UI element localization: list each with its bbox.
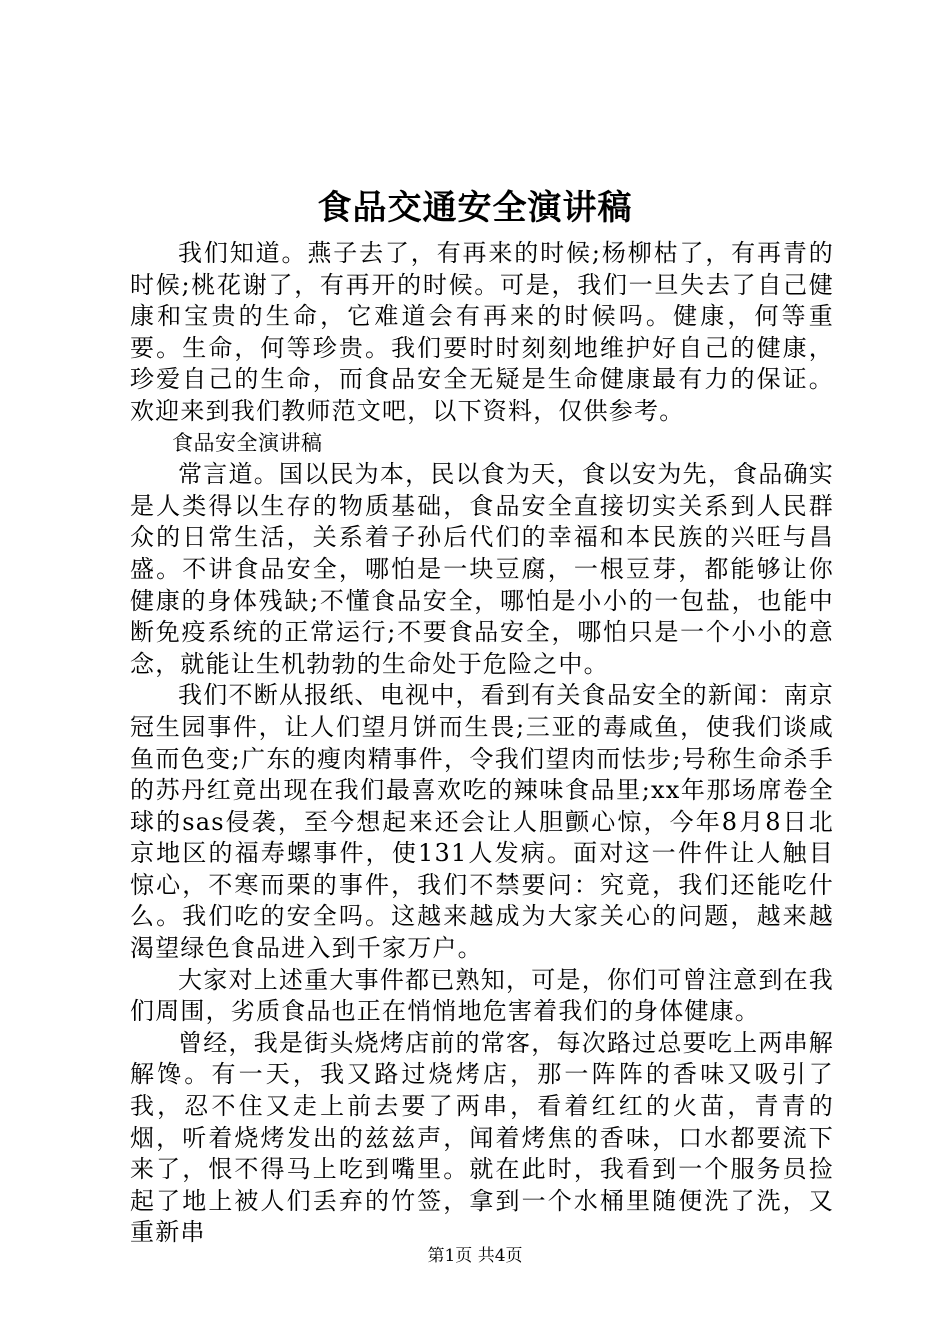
paragraph-barbecue-story: 曾经，我是街头烧烤店前的常客，每次路过总要吃上两串解解馋。有一天，我又路过烧烤店，那一阵阵的香味又吸引了我，忍不住又走上前去要了两串，看着红红的火苗，青青的烟，听着烧烤发出的兹兹声，闻着烤焦的香味，口水都要流下来了，恨不得马上吃到嘴里。就在此时，我看到一个服务员捡起了地上被人们丢弃的竹签，拿到一个水桶里随便洗了洗，又重新串 — [130, 1028, 834, 1247]
document-title: 食品交通安全演讲稿 — [317, 188, 633, 228]
paragraph-news-events: 我们不断从报纸、电视中，看到有关食品安全的新闻：南京冠生园事件，让人们望月饼而生畏;三亚的毒咸鱼，使我们谈咸鱼而色变;广东的瘦肉精事件，令我们望肉而怯步;号称生命杀手的苏丹红竟出现在我们最喜欢吃的辣味食品里;xx年那场席卷全球的sas侵袭，至今想起来还会让人胆颤心惊，今年8月8日北京地区的福寿螺事件，使131人发病。面对这一件件让人触目惊心，不寒而栗的事件，我们不禁要问：究竟，我们还能吃什么。我们吃的安全吗。这越来越成为大家关心的问题，越来越渴望绿色食品进入到千家万户。 — [130, 681, 834, 963]
paragraph-intro: 我们知道。燕子去了，有再来的时候;杨柳枯了，有再青的时候;桃花谢了，有再开的时候。可是，我们一旦失去了自己健康和宝贵的生命，它难道会有再来的时候吗。健康，何等重要。生命，何等珍贵。我们要时时刻刻地维护好自己的健康，珍爱自己的生命，而食品安全无疑是生命健康最有力的保证。欢迎来到我们教师范文吧，以下资料，仅供参考。 — [130, 239, 834, 425]
paragraph-food-basis: 常言道。国以民为本，民以食为天，食以安为先，食品确实是人类得以生存的物质基础，食品安全直接切实关系到人民群众的日常生活，关系着子孙后代们的幸福和本民族的兴旺与昌盛。不讲食品安全，哪怕是一块豆腐，一根豆芽，都能够让你健康的身体残缺;不懂食品安全，哪怕是小小的一包盐，也能中断免疫系统的正常运行;不要食品安全，哪怕只是一个小小的意念，就能让生机勃勃的生命处于危险之中。 — [130, 460, 834, 678]
page-number-footer: 第1页 共4页 — [427, 1246, 523, 1266]
section-heading: 食品安全演讲稿 — [172, 430, 323, 455]
document-body — [130, 238, 834, 1249]
paragraph-inferior-food: 大家对上述重大事件都已熟知，可是，你们可曾注意到在我们周围，劣质食品也正在悄悄地危害着我们的身体健康。 — [130, 965, 834, 1026]
